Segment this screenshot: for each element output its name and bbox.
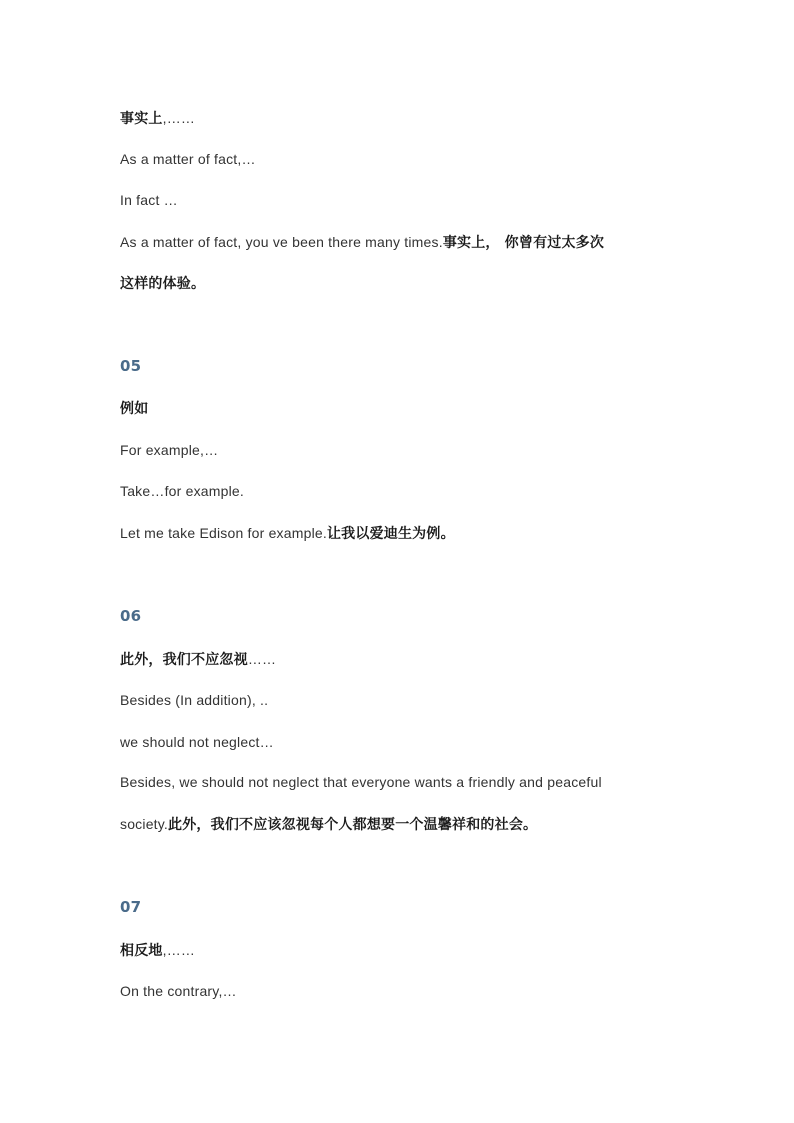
phrase-line: we should not neglect… xyxy=(120,734,274,750)
example-en: As a matter of fact, you ve been there many times. xyxy=(120,234,443,250)
example-sentence xyxy=(120,233,604,252)
example-sentence xyxy=(120,815,537,834)
heading-zh: 事实上 xyxy=(120,111,163,127)
example-zh: 此外，我们不应该忽视每个人都想要一个温馨祥和的社会。 xyxy=(168,817,538,833)
section-heading xyxy=(120,109,195,128)
phrase-line: In fact … xyxy=(120,192,178,208)
section-heading: 例如 xyxy=(120,401,149,417)
example-zh: 事实上， 你曾有过太多次 xyxy=(442,235,605,251)
section-heading xyxy=(120,941,195,960)
section-number: 05 xyxy=(120,357,142,375)
heading-tail: …… xyxy=(247,651,277,667)
phrase-line: Besides (In addition), .. xyxy=(120,692,269,708)
phrase-line: As a matter of fact,… xyxy=(120,151,256,167)
example-en-continued: society. xyxy=(120,816,169,832)
example-en: Let me take Edison for example. xyxy=(120,525,327,541)
phrase-line: On the contrary,… xyxy=(120,983,237,999)
section-heading xyxy=(120,650,276,669)
heading-tail: ,…… xyxy=(162,942,196,958)
heading-tail: ,…… xyxy=(162,110,196,126)
heading-zh: 此外，我们不应忽视 xyxy=(120,652,248,668)
example-en: Besides, we should not neglect that everyone wants a friendly and peaceful xyxy=(120,774,602,790)
phrase-line: For example,… xyxy=(120,442,219,458)
example-sentence xyxy=(120,524,455,543)
phrase-line: Take…for example. xyxy=(120,483,245,499)
heading-zh: 相反地 xyxy=(120,943,163,959)
section-number: 06 xyxy=(120,607,142,625)
example-zh-continued: 这样的体验。 xyxy=(120,276,206,292)
section-number: 07 xyxy=(120,898,142,916)
example-zh: 让我以爱迪生为例。 xyxy=(326,526,455,542)
